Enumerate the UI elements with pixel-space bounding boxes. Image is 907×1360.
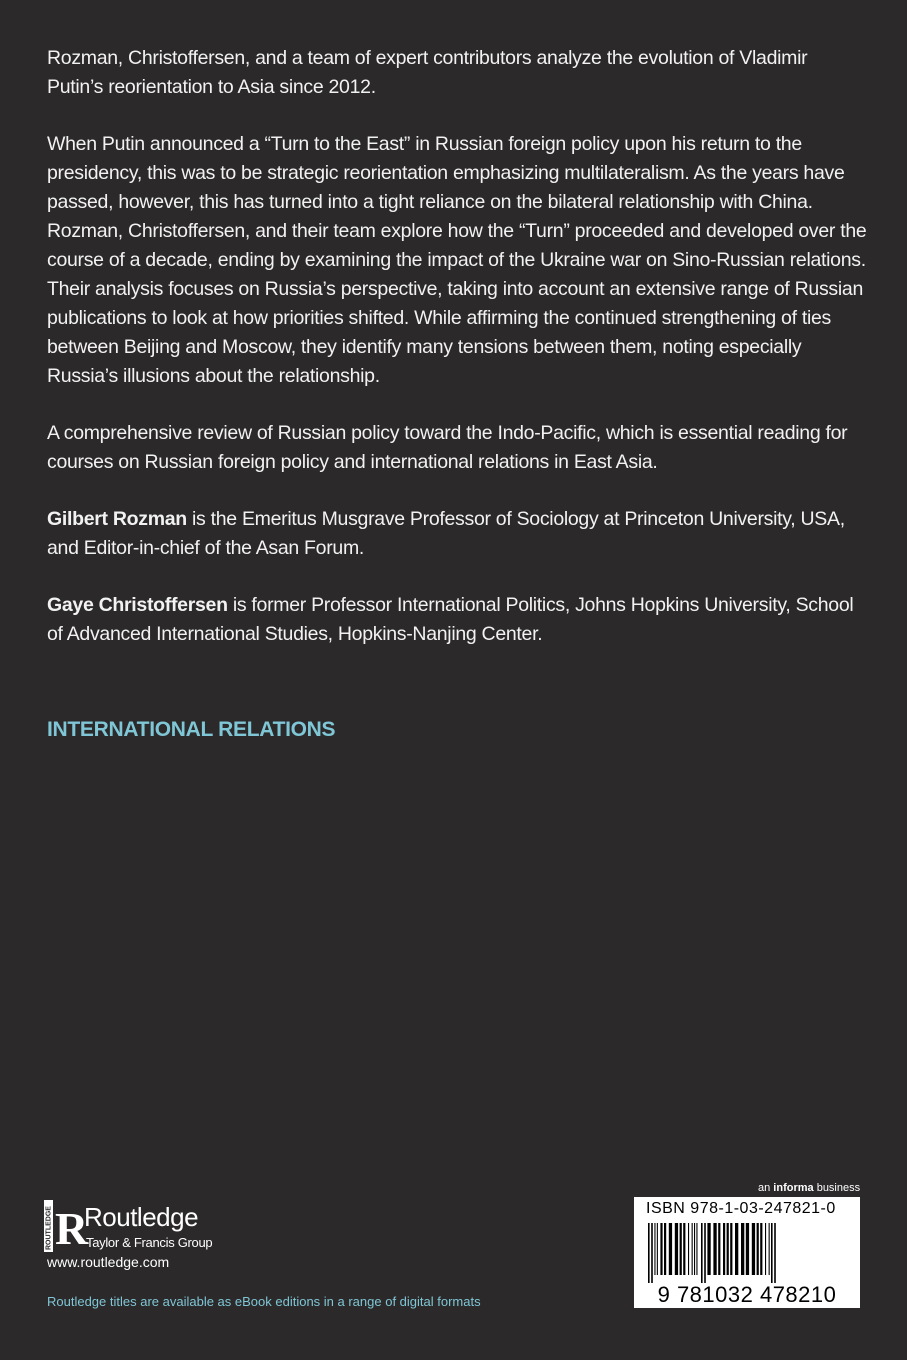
barcode-bar	[752, 1223, 755, 1275]
barcode-bar	[694, 1223, 695, 1275]
barcode-bar	[765, 1223, 766, 1275]
barcode-bar	[704, 1223, 706, 1283]
barcode-bar	[660, 1223, 662, 1275]
barcode-bar	[771, 1223, 773, 1283]
barcode-bar	[648, 1223, 650, 1283]
barcode-bar	[707, 1223, 710, 1275]
barcode-bar	[718, 1223, 720, 1275]
barcode-bar	[735, 1223, 738, 1275]
barcode-bar	[692, 1223, 693, 1275]
barcode-bar	[713, 1223, 716, 1275]
logo-vertical-text: ROUTLEDGE	[45, 1206, 53, 1250]
informa-brand: informa	[773, 1182, 814, 1194]
logo-letter: R	[55, 1203, 89, 1254]
author-name: Gaye Christoffersen	[47, 594, 228, 616]
routledge-logo-icon	[44, 1200, 89, 1254]
barcode-bar	[701, 1223, 703, 1283]
barcode-bar	[723, 1223, 725, 1275]
barcode-bar	[757, 1223, 759, 1275]
barcode-bar	[730, 1223, 732, 1275]
barcode-bar	[675, 1223, 678, 1275]
barcode-digits: 9 781032 478210	[657, 1282, 837, 1307]
author-bio-text: is former Professor International Politics, Johns Hopkins University, School of Advanced International Studies, Hopkins-Nanjing Center.	[47, 594, 854, 645]
informa-tagline	[758, 1182, 860, 1194]
barcode-bar	[683, 1223, 685, 1275]
barcode-bar	[651, 1223, 653, 1283]
barcode-bar	[727, 1223, 729, 1275]
isbn-label: ISBN 978-1-03-247821-0	[646, 1200, 836, 1217]
barcode-icon	[644, 1223, 850, 1283]
publisher-website[interactable]: www.routledge.com	[47, 1254, 170, 1270]
barcode-bar	[760, 1223, 762, 1275]
author-bio-text: is the Emeritus Musgrave Professor of Sociology at Princeton University, USA, and Editor-in-chief of the Asan Forum.	[47, 508, 845, 559]
blurb-summary: A comprehensive review of Russian policy toward the Indo-Pacific, which is essential reading for courses on Russian foreign policy and international relations in East Asia.	[47, 422, 848, 473]
barcode-bar	[669, 1223, 672, 1275]
barcode-bar	[746, 1223, 749, 1275]
ebook-note: Routledge titles are available as eBook editions in a range of digital formats	[47, 1294, 481, 1309]
barcode-bar	[696, 1223, 697, 1275]
barcode-bar	[680, 1223, 682, 1275]
barcode-bar	[774, 1223, 776, 1283]
author-name: Gilbert Rozman	[47, 508, 187, 530]
barcode-bar	[741, 1223, 744, 1275]
barcode-bar	[657, 1223, 658, 1275]
informa-suffix: business	[813, 1182, 861, 1194]
barcode-bar	[664, 1223, 666, 1275]
back-cover-text	[47, 44, 867, 677]
isbn-barcode	[634, 1197, 860, 1308]
blurb-body: When Putin announced a “Turn to the East” in Russian foreign policy upon his return to the presidency, this was to be strategic reorientation emphasizing multilateralism. As the years have passed, however, this has turned into a tight reliance on the bilateral relationship with China. Rozman, Christoffersen, and their team explore how the “Turn” proceeded and developed over the course of a decade, ending by examining the impact of the Ukraine war on Sino-Russian relations. Their analysis focuses on Russia’s perspective, taking into account an extensive range of Russian publications to look at how priorities shifted. While affirming the continued strengthening of ties between Beijing and Moscow, they identify many tensions between them, noting especially Russia’s illusions about the relationship.	[47, 133, 867, 387]
blurb-intro: Rozman, Christoffersen, and a team of expert contributors analyze the evolution of Vladimir Putin’s reorientation to Asia since 2012.	[47, 47, 808, 98]
author-bio-rozman	[47, 505, 867, 563]
publisher-name: Routledge	[84, 1202, 199, 1232]
barcode-bar	[769, 1223, 770, 1275]
author-bio-christoffersen	[47, 591, 867, 649]
informa-prefix: an	[758, 1182, 774, 1194]
barcode-bar	[654, 1223, 655, 1275]
barcode-bar	[688, 1223, 689, 1275]
subject-category: INTERNATIONAL RELATIONS	[47, 718, 336, 741]
publisher-group: Taylor & Francis Group	[86, 1235, 213, 1250]
